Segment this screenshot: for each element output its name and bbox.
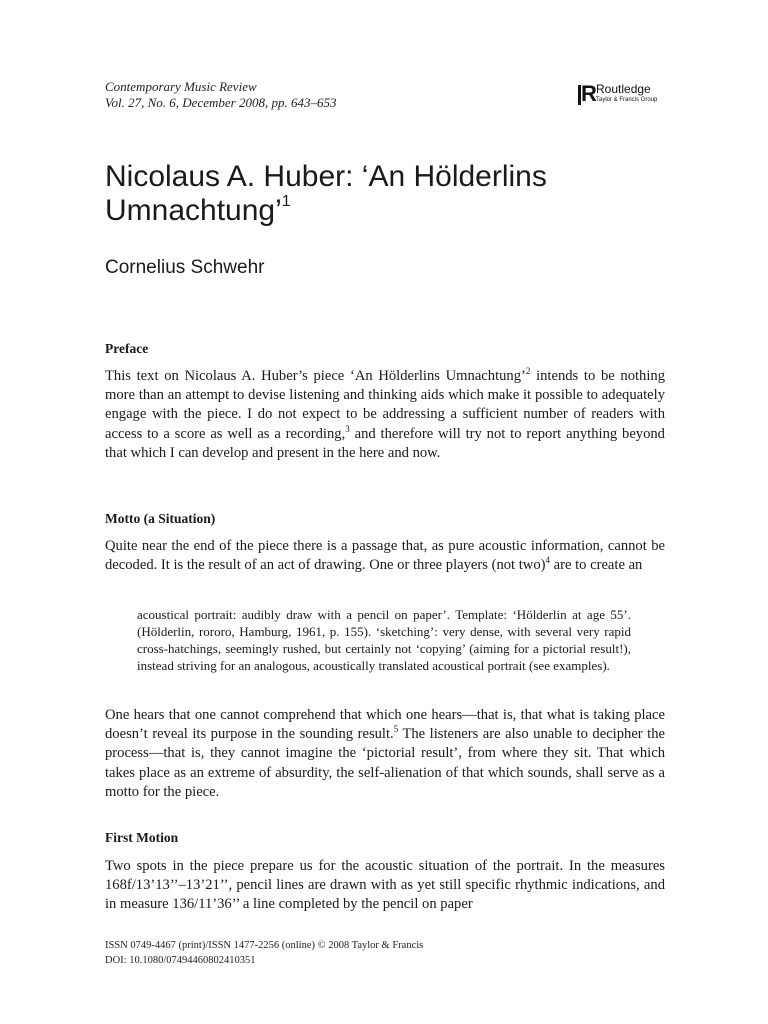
section-heading-first-motion: First Motion [105, 830, 179, 845]
footnote-ref-3[interactable]: 3 [345, 423, 350, 434]
first-motion-paragraph: Two spots in the piece prepare us for the acoustic situation of the portrait. In the measures 168f/13’13’’–13’21’’, pencil lines are drawn with as yet still specific rhythmic indications, and in measure 136/11’36’’ a line completed by the pencil on paper [105, 858, 665, 913]
footnote-ref-2[interactable]: 2 [525, 366, 531, 376]
publisher-name: Routledge [596, 82, 651, 96]
article-title: Nicolaus A. Huber: ‘An Hölderlins Umnachtung’$^1$ [105, 160, 547, 227]
doi-line[interactable]: DOI: 10.1080/07494460802410351 [105, 955, 256, 966]
page-footer [105, 938, 423, 968]
journal-header [105, 79, 336, 111]
preface-paragraph: This text on Nicolaus A. Huber’s piece ‘An Hölderlins Umnachtung’$^2$ intends to be nothing more than an attempt to devise listening and thinking aids which make it possible to adequately engage with the piece. I do not expect to be addressing a sufficient number of readers with access to a score as well as a recording,$^3$ and therefore will try not to report anything beyond that which I can develop and present in the here and now. [105, 366, 665, 461]
journal-name: Contemporary Music Review [105, 79, 257, 94]
publisher-logo [578, 83, 657, 107]
motto-paragraph-2: One hears that one cannot comprehend that which one hears—that is, that what is taking place doesn’t reveal its purpose in the sounding result.$^5$ The listeners are also unable to decipher the process—that is, they cannot imagine the ‘pictorial result’, from where they sit. That which takes place as an extreme of absurdity, the self-alienation of that which sounds, shall serve as a motto for the piece. [105, 707, 666, 800]
article-author: Cornelius Schwehr [105, 257, 265, 278]
block-quote: acoustical portrait: audibly draw with a pencil on paper’. Template: ‘Hölderlin at age 55’. (Hölderlin, rororo, Hamburg, 1961, p. 155). ‘sketching’: very dense, with several very rapid cross-hatchings, seemingly rushed, but certainly not ‘copying’ (aiming for a pictorial result!), instead striving for an analogous, acoustically translated acoustical portrait (see examples). [137, 607, 631, 673]
issn-line: ISSN 0749-4467 (print)/ISSN 1477-2256 (online) © 2008 Taylor & Francis [105, 940, 424, 951]
routledge-r-icon: R [578, 83, 592, 107]
journal-issue: Vol. 27, No. 6, December 2008, pp. 643–653 [105, 95, 337, 110]
section-heading-preface: Preface [105, 341, 149, 356]
footnote-ref-4[interactable]: 4 [545, 555, 550, 566]
footnote-ref-5[interactable]: 5 [393, 724, 399, 735]
footnote-ref-1[interactable]: 1 [281, 193, 291, 210]
publisher-group: Taylor & Francis Group [596, 97, 658, 103]
motto-paragraph-1: Quite near the end of the piece there is a passage that, as pure acoustic information, cannot be decoded. It is the result of an act of drawing. One or three players (not two)$^4$ are to create an [105, 538, 665, 574]
section-heading-motto: Motto (a Situation) [105, 511, 216, 526]
